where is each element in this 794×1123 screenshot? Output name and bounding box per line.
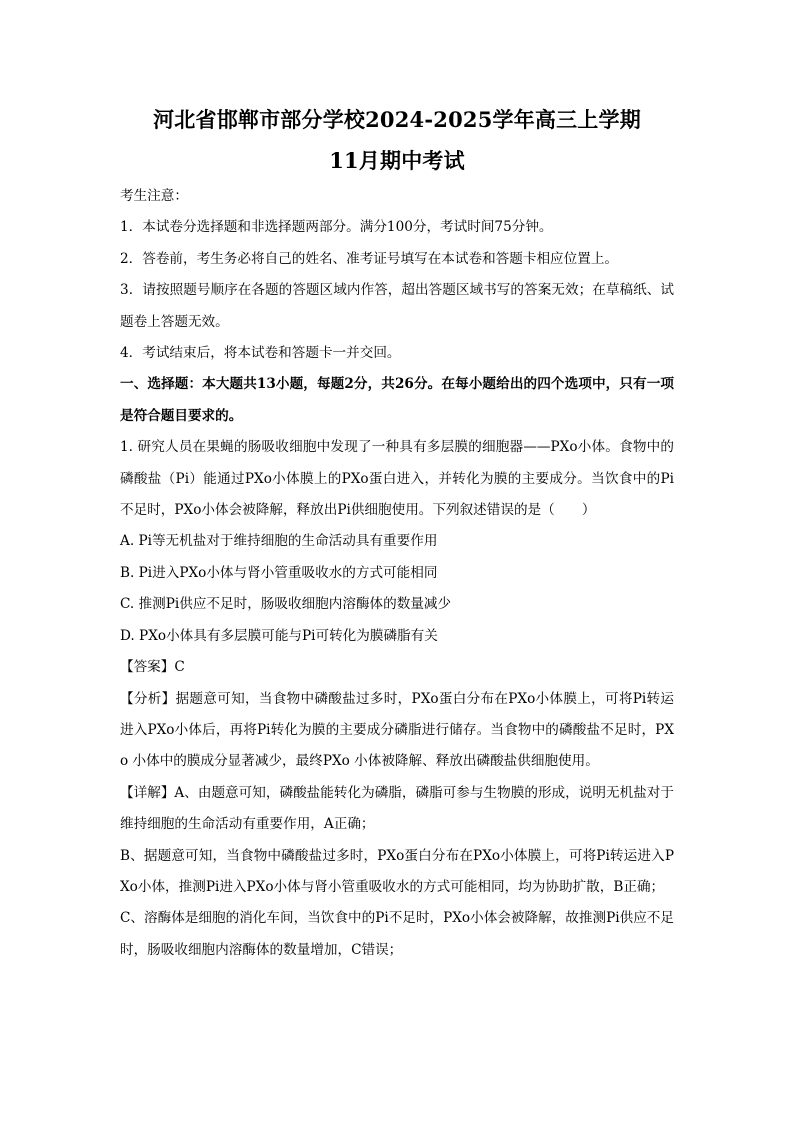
question-stem: 1. 研究人员在果蝇的肠吸收细胞中发现了一种具有多层膜的细胞器——PXo小体。食物中的磷酸盐（Pi）能通过PXo小体膜上的PXo蛋白进入，并转化为膜的主要成分。当饮食中的Pi不足时，PXo小体会被降解，释放出Pi供细胞使用。下列叙述错误的是（ ） (120, 439, 674, 519)
exam-title: 河北省邯郸市部分学校2024-2025学年高三上学期 (153, 107, 641, 132)
detail-paragraph-a: 【详解】A、由题意可知，磷酸盐能转化为磷脂，磷脂可参与生物膜的形成，说明无机盐对于维持细胞的生命活动有重要作用，A正确； (120, 784, 674, 833)
detail-paragraph-b: B、据题意可知，当食物中磷酸盐过多时，PXo蛋白分布在PXo小体膜上，可将Pi转运进入PXo小体，推测Pi进入PXo小体与肾小管重吸收水的方式可能相同，均为协助扩散，B正确； (120, 847, 674, 895)
document-body (120, 181, 674, 966)
option-b: B. Pi进入PXo小体与肾小管重吸收水的方式可能相同 (120, 564, 438, 581)
exam-subtitle: 11月期中考试 (329, 148, 465, 173)
section-heading: 一、选择题：本大题共13小题，每题2分，共26分。在每小题给出的四个选项中，只有一项是符合题目要求的。 (120, 376, 674, 424)
notice-item-2: 2．答卷前，考生务必将自己的姓名、准考证号填写在本试卷和答题卡相应位置上。 (120, 250, 619, 267)
option-a: A. Pi等无机盐对于维持细胞的生命活动具有重要作用 (120, 533, 438, 550)
notice-heading: 考生注意： (120, 188, 188, 204)
notice-item-4: 4．考试结束后，将本试卷和答题卡一并交回。 (120, 345, 401, 362)
option-d: D. PXo小体具有多层膜可能与Pi可转化为膜磷脂有关 (120, 627, 438, 644)
notice-item-3: 3．请按照题号顺序在各题的答题区域内作答，超出答题区域书写的答案无效；在草稿纸、试题卷上答题无效。 (120, 282, 674, 330)
analysis-paragraph: 【分析】据题意可知，当食物中磷酸盐过多时，PXo蛋白分布在PXo小体膜上，可将Pi转运进入PXo小体后，再将Pi转化为膜的主要成分磷脂进行储存。当食物中的磷酸盐不足时，PXo 小体中的膜成分显著减少，最终PXo 小体被降解、释放出磷酸盐供细胞使用。 (120, 690, 674, 770)
detail-paragraph-c: C、溶酶体是细胞的消化车间，当饮食中的Pi不足时，PXo小体会被降解，故推测Pi供应不足时，肠吸收细胞内溶酶体的数量增加，C错误； (120, 910, 674, 958)
notice-item-1: 1．本试卷分选择题和非选择题两部分。满分100分，考试时间75分钟。 (120, 219, 553, 236)
option-c: C. 推测Pi供应不足时，肠吸收细胞内溶酶体的数量减少 (120, 596, 452, 613)
answer-line: 【答案】C (120, 659, 185, 676)
